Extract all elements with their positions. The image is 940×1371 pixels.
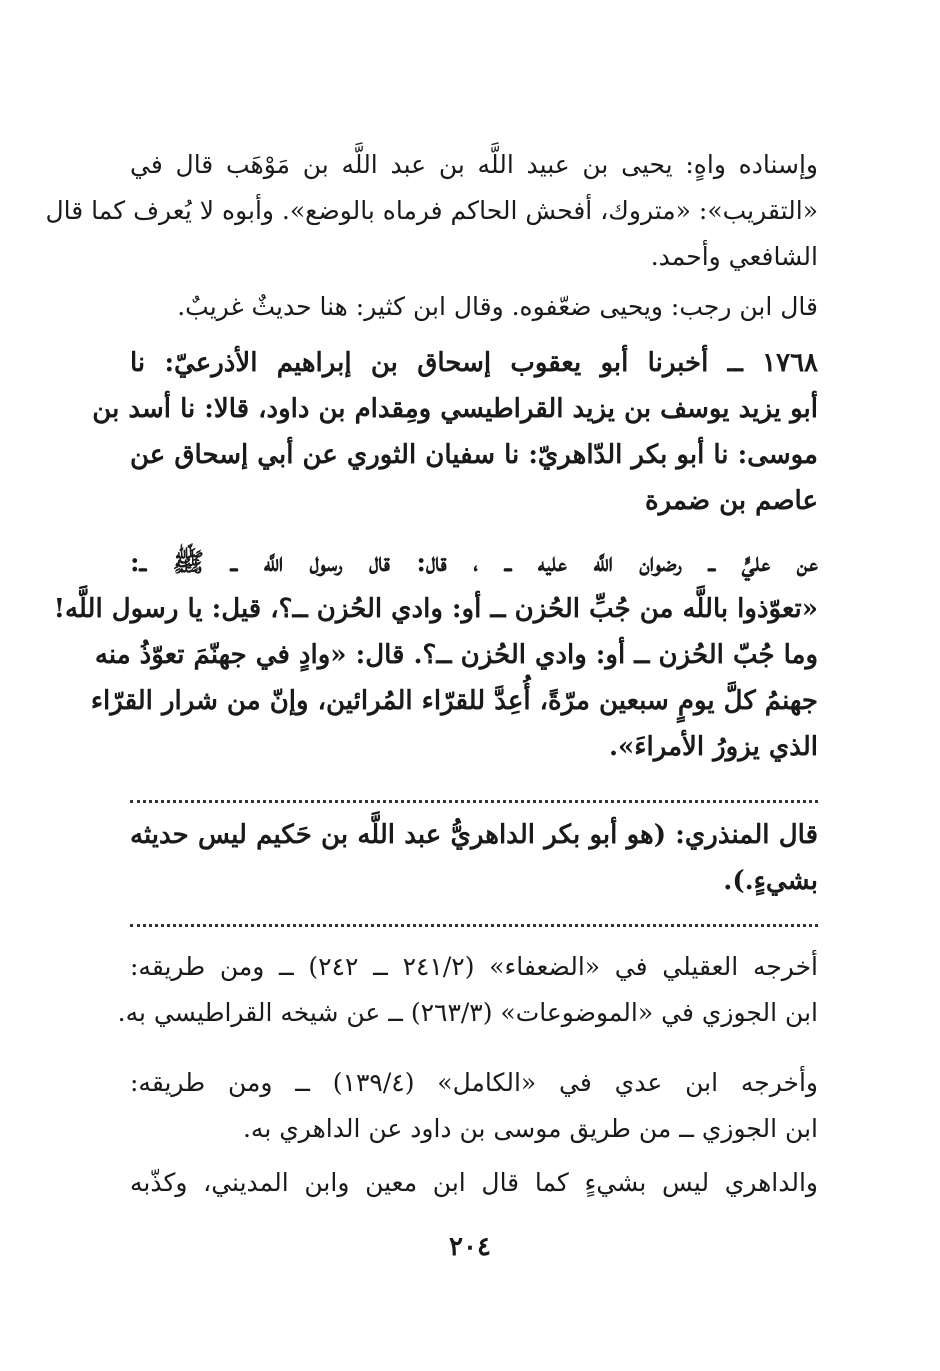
text-line: «تعوّذوا باللَّه من جُبِّ الحُزن ــ أو: وادي الحُزن ــ؟، قيل: يا رسول اللَّه! (53, 594, 818, 624)
paragraph-dahiri-note (130, 1160, 818, 1206)
dotted-separator (130, 800, 818, 807)
text-line: أخرجه العقيلي في «الضعفاء» (٢٤١/٢ ــ ٢٤٢) ــ ومن طريقه: (130, 952, 819, 981)
dotted-separator (130, 924, 818, 931)
paragraph-isnad-note (45, 142, 818, 280)
text-line: عاصم بن ضمرة (644, 486, 818, 516)
text-line: قال المنذري: (هو أبو بكر الداهريُّ عبد اللَّه بن حَكيم ليس حديثه (130, 820, 818, 850)
text-line: بشيءٍ.). (723, 866, 818, 896)
text-line: جهنمُ كلَّ يومٍ سبعين مرّةً، أُعِدَّ للقرّاء المُرائين، وإنّ من شرار القرّاء (90, 686, 818, 716)
paragraph-ibn-rajab-note (130, 284, 818, 330)
text-line: وإسناده واهٍ: يحيى بن عبيد اللَّه بن عبد اللَّه بن مَوْهَب قال في (130, 150, 818, 179)
text-line: ابن الجوزي في «الموضوعات» (٢٦٣/٣) ــ عن شيخه القراطيسي به. (117, 998, 818, 1027)
paragraph-hadith-1768-matn (53, 540, 818, 770)
text-line: عن عليٍّ ــ رضوان اللَّه عليه ــ ، قال: قال رسول اللَّه ــ ﷺ ــ: (130, 548, 818, 578)
paragraph-takhrij-ibn-adi (130, 1060, 818, 1152)
page-number: ٢٠٤ (449, 1232, 491, 1262)
paragraph-mundhiri-note (130, 812, 818, 904)
text-line: أبو يزيد يوسف بن يزيد القراطيسي ومِقدام بن داود، قالا: نا أسد بن (92, 394, 818, 424)
text-line: موسى: نا أبو بكر الدّاهريّ: نا سفيان الثوري عن أبي إسحاق عن (130, 440, 818, 470)
text-line: الذي يزورُ الأمراءَ». (608, 732, 818, 762)
paragraph-hadith-1768-isnad (92, 340, 818, 524)
text-line: الشافعي وأحمد. (650, 242, 818, 271)
text-line: وأخرجه ابن عدي في «الكامل» (١٣٩/٤) ــ ومن طريقه: (130, 1068, 819, 1097)
text-line: ابن الجوزي ــ من طريق موسى بن داود عن الداهري به. (242, 1114, 818, 1143)
text-line: قال ابن رجب: ويحيى ضعّفوه. وقال ابن كثير: هنا حديثٌ غريبٌ. (177, 292, 818, 321)
text-line: وما جُبّ الحُزن ــ أو: وادي الحُزن ــ؟. قال: «وادٍ في جهنّمَ تعوّذُ منه (94, 640, 818, 670)
text-line: «التقريب»: «متروك، أفحش الحاكم فرماه بالوضع». وأبوه لا يُعرف كما قال (45, 196, 818, 225)
paragraph-takhrij-uqayli (117, 944, 819, 1036)
text-line: والداهري ليس بشيءٍ كما قال ابن معين وابن المديني، وكذّبه (130, 1168, 818, 1197)
text-line: ١٧٦٨ ــ أخبرنا أبو يعقوب إسحاق بن إبراهيم الأذرعيّ: نا (130, 348, 818, 378)
